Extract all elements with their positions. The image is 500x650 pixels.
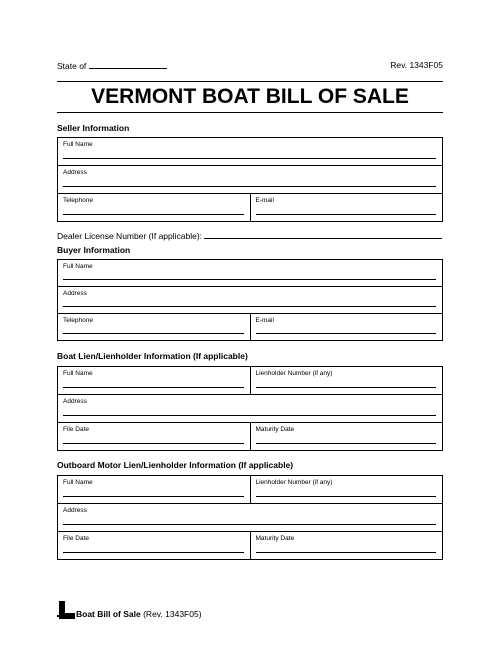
boat-lien-heading: Boat Lien/Lienholder Information (If applicable)	[57, 351, 248, 361]
footer-revision: (Rev. 1343F05)	[143, 609, 202, 619]
buyer-box	[57, 259, 443, 341]
motor-lien-number-label: Lienholder Number (if any)	[255, 479, 333, 486]
buyer-row-contact	[58, 314, 442, 340]
motor-lien-maturity-date-line	[256, 552, 437, 553]
motor-lien-full-name-label: Full Name	[63, 479, 93, 486]
boat-lien-address-label: Address	[63, 398, 87, 405]
motor-lien-full-name-cell[interactable]	[58, 476, 250, 503]
buyer-row-name	[58, 260, 442, 287]
boat-lien-address-line	[63, 415, 436, 416]
boat-lien-file-date-line	[63, 443, 244, 444]
motor-lien-address-line	[63, 524, 436, 525]
seller-heading: Seller Information	[57, 123, 130, 133]
seller-email-label: E-mail	[255, 197, 274, 204]
seller-email-line	[256, 214, 437, 215]
boat-lien-maturity-date-line	[256, 443, 437, 444]
buyer-telephone-cell[interactable]	[58, 314, 250, 340]
seller-row-address	[58, 166, 442, 194]
motor-lien-file-date-line	[63, 552, 244, 553]
seller-address-label: Address	[63, 169, 87, 176]
state-field	[57, 60, 167, 71]
dealer-license-field	[57, 230, 442, 241]
document-footer	[57, 601, 202, 619]
boat-lien-row-address	[58, 395, 442, 423]
document-title: VERMONT BOAT BILL OF SALE	[57, 81, 443, 113]
seller-row-name	[58, 138, 442, 166]
dealer-license-label: Dealer License Number (If applicable):	[57, 231, 203, 241]
motor-lien-number-cell[interactable]	[250, 476, 443, 503]
motor-lien-file-date-label: File Date	[63, 535, 90, 542]
seller-address-cell[interactable]	[58, 166, 442, 193]
seller-full-name-label: Full Name	[63, 141, 93, 148]
boat-lien-full-name-label: Full Name	[63, 370, 93, 377]
buyer-address-cell[interactable]	[58, 287, 442, 313]
boat-lien-number-line	[256, 387, 437, 388]
revision-number: Rev. 1343F05	[390, 60, 443, 70]
seller-box	[57, 137, 443, 222]
buyer-row-address	[58, 287, 442, 314]
boat-lien-address-cell[interactable]	[58, 395, 442, 422]
boat-lien-number-cell[interactable]	[250, 367, 443, 394]
buyer-full-name-line	[63, 279, 436, 280]
brand-logo-icon	[57, 601, 75, 619]
boat-lien-full-name-line	[63, 387, 244, 388]
seller-telephone-cell[interactable]	[58, 194, 250, 221]
buyer-telephone-line	[63, 333, 244, 334]
motor-lien-full-name-line	[63, 496, 244, 497]
footer-doc-name: Boat Bill of Sale	[76, 609, 141, 619]
boat-lien-row-name	[58, 367, 442, 395]
motor-lien-row-dates	[58, 532, 442, 559]
boat-lien-row-dates	[58, 423, 442, 450]
buyer-full-name-cell[interactable]	[58, 260, 442, 286]
buyer-email-line	[256, 333, 437, 334]
motor-lien-row-address	[58, 504, 442, 532]
boat-lien-file-date-cell[interactable]	[58, 423, 250, 450]
buyer-email-cell[interactable]	[250, 314, 443, 340]
seller-address-line	[63, 186, 436, 187]
motor-lien-maturity-date-label: Maturity Date	[255, 535, 295, 542]
motor-lien-row-name	[58, 476, 442, 504]
state-label: State of	[57, 61, 87, 71]
buyer-email-label: E-mail	[255, 317, 274, 324]
motor-lien-address-label: Address	[63, 507, 87, 514]
boat-lien-box	[57, 366, 443, 451]
seller-telephone-line	[63, 214, 244, 215]
boat-lien-maturity-date-cell[interactable]	[250, 423, 443, 450]
seller-email-cell[interactable]	[250, 194, 443, 221]
motor-lien-box	[57, 475, 443, 560]
buyer-address-label: Address	[63, 290, 87, 297]
boat-lien-full-name-cell[interactable]	[58, 367, 250, 394]
buyer-address-line	[63, 306, 436, 307]
seller-telephone-label: Telephone	[63, 197, 93, 204]
seller-full-name-cell[interactable]	[58, 138, 442, 165]
seller-row-contact	[58, 194, 442, 221]
boat-lien-maturity-date-label: Maturity Date	[255, 426, 295, 433]
motor-lien-number-line	[256, 496, 437, 497]
state-blank-line[interactable]	[89, 60, 167, 69]
motor-lien-address-cell[interactable]	[58, 504, 442, 531]
boat-lien-file-date-label: File Date	[63, 426, 90, 433]
motor-lien-file-date-cell[interactable]	[58, 532, 250, 559]
motor-lien-maturity-date-cell[interactable]	[250, 532, 443, 559]
buyer-full-name-label: Full Name	[63, 263, 93, 270]
buyer-heading: Buyer Information	[57, 245, 131, 255]
boat-lien-number-label: Lienholder Number (if any)	[255, 370, 333, 377]
buyer-telephone-label: Telephone	[63, 317, 93, 324]
motor-lien-heading: Outboard Motor Lien/Lienholder Information (If applicable)	[57, 460, 294, 470]
dealer-license-blank-line[interactable]	[204, 230, 442, 239]
seller-full-name-line	[63, 158, 436, 159]
